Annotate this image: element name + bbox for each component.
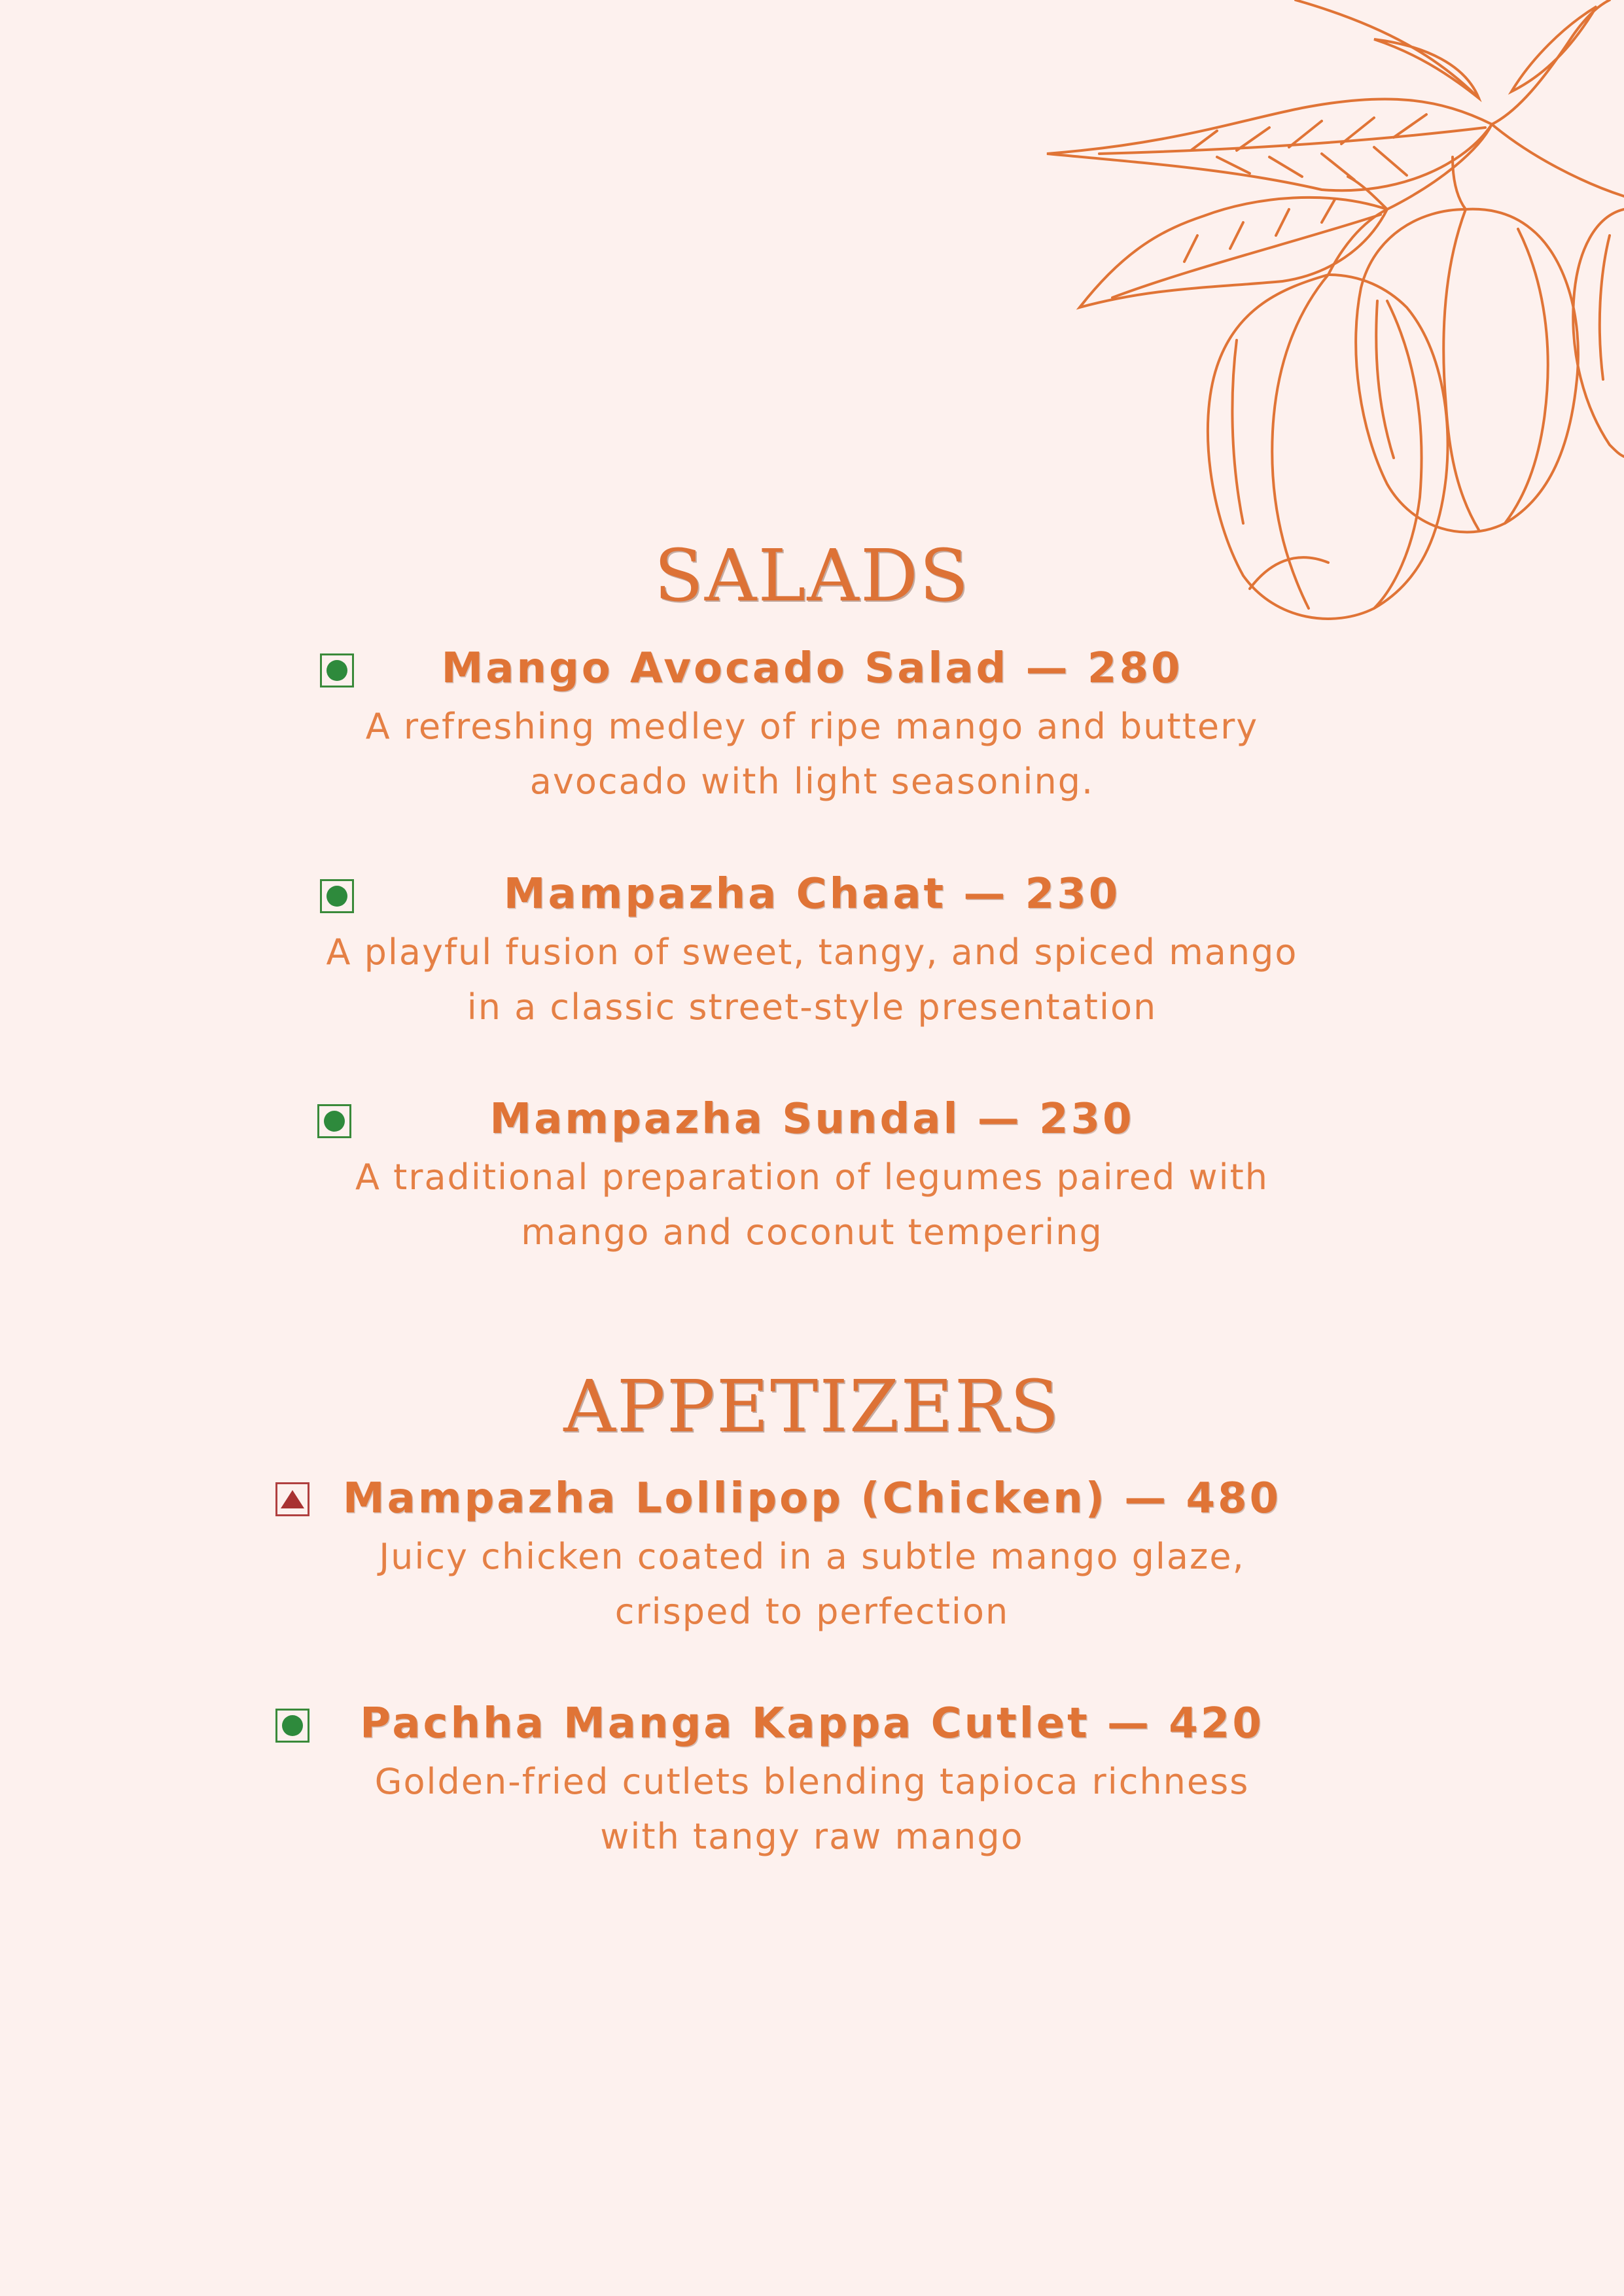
menu-item (0, 865, 1624, 1035)
description-line: in a classic street-style presentation (467, 986, 1157, 1028)
description-line: A playful fusion of sweet, tangy, and spiced mango (326, 931, 1298, 973)
menu-item-description (321, 925, 1303, 1035)
description-line: mango and coconut tempering (521, 1211, 1103, 1253)
menu-item (0, 1694, 1624, 1864)
menu-item (0, 639, 1624, 809)
description-line: avocado with light seasoning. (529, 761, 1095, 802)
menu-item-title: Pachha Manga Kappa Cutlet — 420 (360, 1699, 1264, 1748)
description-line: A refreshing medley of ripe mango and buttery (365, 706, 1259, 747)
menu-item-description (321, 1150, 1303, 1260)
menu-item-title: Mampazha Sundal — 230 (489, 1095, 1135, 1143)
menu-item (0, 1090, 1624, 1260)
description-line: Golden-fried cutlets blending tapioca richness (374, 1761, 1250, 1802)
menu-item-title: Mango Avocado Salad — 280 (441, 644, 1183, 693)
description-line: A traditional preparation of legumes paired with (355, 1157, 1269, 1198)
menu-item-description (321, 699, 1303, 809)
menu-item-description (321, 1529, 1303, 1639)
menu-item-description (321, 1754, 1303, 1864)
description-line: Juicy chicken coated in a subtle mango glaze, (379, 1536, 1245, 1577)
description-line: with tangy raw mango (600, 1816, 1024, 1857)
description-line: crisped to perfection (614, 1591, 1010, 1632)
menu-item-title: Mampazha Chaat — 230 (503, 870, 1121, 918)
menu-item-title: Mampazha Lollipop (Chicken) — 480 (342, 1474, 1282, 1523)
section-title-salads: SALADS (654, 534, 970, 617)
menu-item (0, 1469, 1624, 1639)
section-title-appetizers: APPETIZERS (563, 1365, 1061, 1448)
